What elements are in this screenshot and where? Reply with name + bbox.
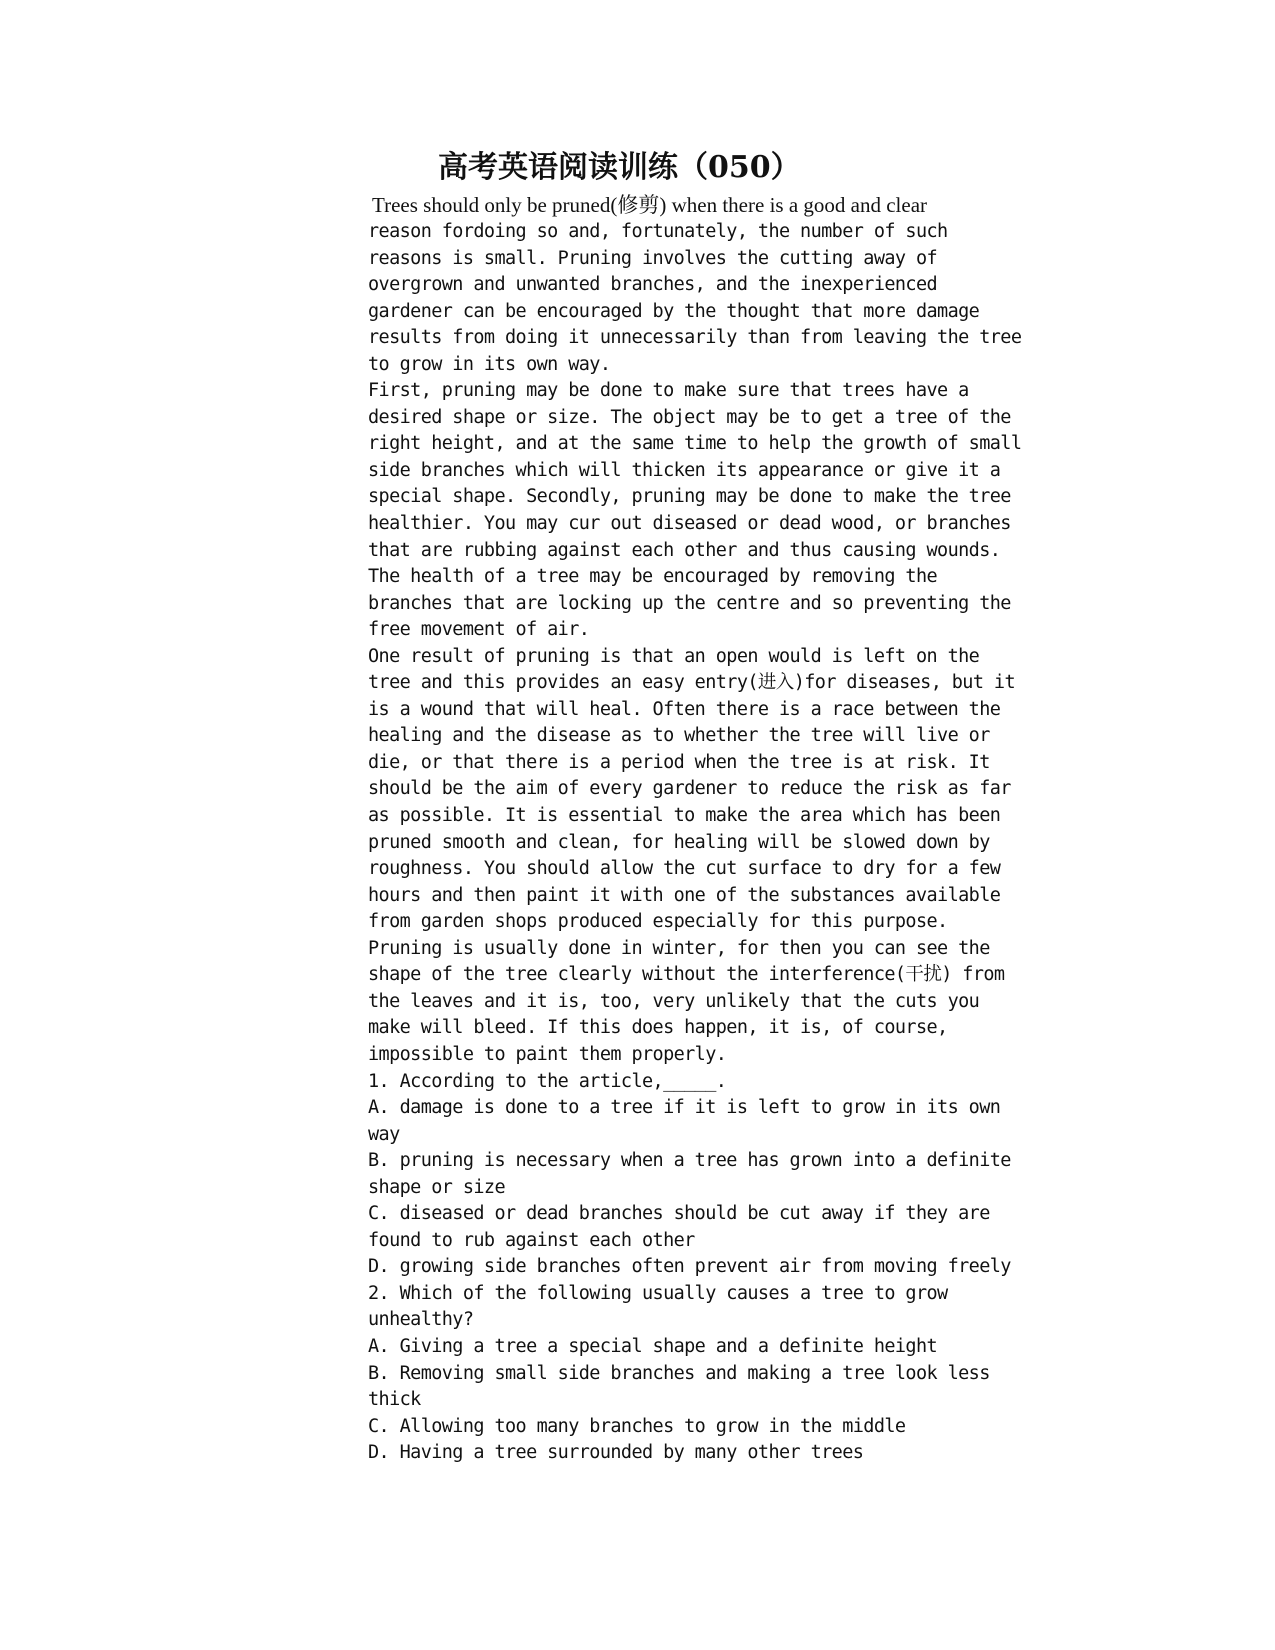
text-line: side branches which will thicken its appearance or give it a: [368, 459, 1001, 481]
text-line: The health of a tree may be encouraged by removing the: [368, 566, 938, 588]
text-line: D. growing side branches often prevent air from moving freely: [368, 1256, 1011, 1278]
text-line: thick: [368, 1389, 421, 1411]
text-line: that are rubbing against each other and thus causing wounds.: [368, 539, 1001, 561]
text-line: healing and the disease as to whether the tree will live or: [368, 725, 990, 747]
text-line: hours and then paint it with one of the substances available: [368, 884, 1001, 906]
text-line: B. pruning is necessary when a tree has grown into a definite: [368, 1150, 1011, 1172]
text-line: shape or size: [368, 1176, 505, 1198]
text-line: 1. According to the article,_____.: [368, 1070, 727, 1092]
text-line: D. Having a tree surrounded by many other trees: [368, 1442, 864, 1464]
text-line: die, or that there is a period when the tree is at risk. It: [368, 751, 990, 773]
text-line: C. diseased or dead branches should be cut away if they are: [368, 1203, 990, 1225]
text-line: impossible to paint them properly.: [368, 1043, 727, 1065]
text-line: as possible. It is essential to make the area which has been: [368, 805, 1001, 827]
text-line: C. Allowing too many branches to grow in the middle: [368, 1415, 906, 1437]
text-line: the leaves and it is, too, very unlikely that the cuts you: [368, 990, 980, 1012]
text-line: right height, and at the same time to help the growth of small: [368, 433, 1022, 455]
text-line: from garden shops produced especially for this purpose.: [368, 911, 948, 933]
text-line: reasons is small. Pruning involves the cutting away of: [368, 247, 938, 269]
text-line: found to rub against each other: [368, 1229, 695, 1251]
text-line: reason fordoing so and, fortunately, the number of such: [368, 221, 948, 242]
text-line: roughness. You should allow the cut surface to dry for a few: [368, 858, 1001, 880]
text-line: healthier. You may cur out diseased or dead wood, or branches: [368, 513, 1011, 535]
text-line: unhealthy?: [368, 1309, 474, 1331]
text-line: branches that are locking up the centre and so preventing the: [368, 592, 1011, 614]
text-line: shape of the tree clearly without the interference(干扰) from: [368, 964, 1005, 986]
text-line: First, pruning may be done to make sure that trees have a: [368, 380, 969, 402]
text-line: A. Giving a tree a special shape and a definite height: [368, 1335, 938, 1357]
text-line: B. Removing small side branches and making a tree look less: [368, 1362, 990, 1384]
text-line: 2. Which of the following usually causes a tree to grow: [368, 1282, 948, 1304]
text-line: pruned smooth and clean, for healing will be slowed down by: [368, 831, 990, 853]
text-line: A. damage is done to a tree if it is left to grow in its own: [368, 1097, 1001, 1119]
text-line: results from doing it unnecessarily than from leaving the tree: [368, 327, 1022, 349]
text-line: overgrown and unwanted branches, and the inexperienced: [368, 274, 938, 296]
text-line: special shape. Secondly, pruning may be done to make the tree: [368, 486, 1011, 508]
text-line: tree and this provides an easy entry(进入)for diseases, but it: [368, 672, 1016, 694]
text-line: make will bleed. If this does happen, it is, of course,: [368, 1017, 948, 1039]
text-line: One result of pruning is that an open would is left on the: [368, 645, 980, 667]
text-line: gardener can be encouraged by the thought that more damage: [368, 300, 980, 322]
passage-first-line: Trees should only be pruned(修剪) when there is a good and clear: [372, 193, 928, 217]
text-line: desired shape or size. The object may be to get a tree of the: [368, 406, 1011, 428]
page-title: 高考英语阅读训练（050）: [438, 150, 801, 185]
text-line: free movement of air.: [368, 619, 590, 641]
text-line: should be the aim of every gardener to reduce the risk as far: [368, 778, 1011, 800]
text-line: way: [368, 1123, 400, 1145]
text-line: Pruning is usually done in winter, for then you can see the: [368, 937, 990, 959]
text-line: to grow in its own way.: [368, 353, 611, 375]
text-line: is a wound that will heal. Often there is a race between the: [368, 698, 1001, 720]
passage-body: [368, 219, 1021, 1467]
